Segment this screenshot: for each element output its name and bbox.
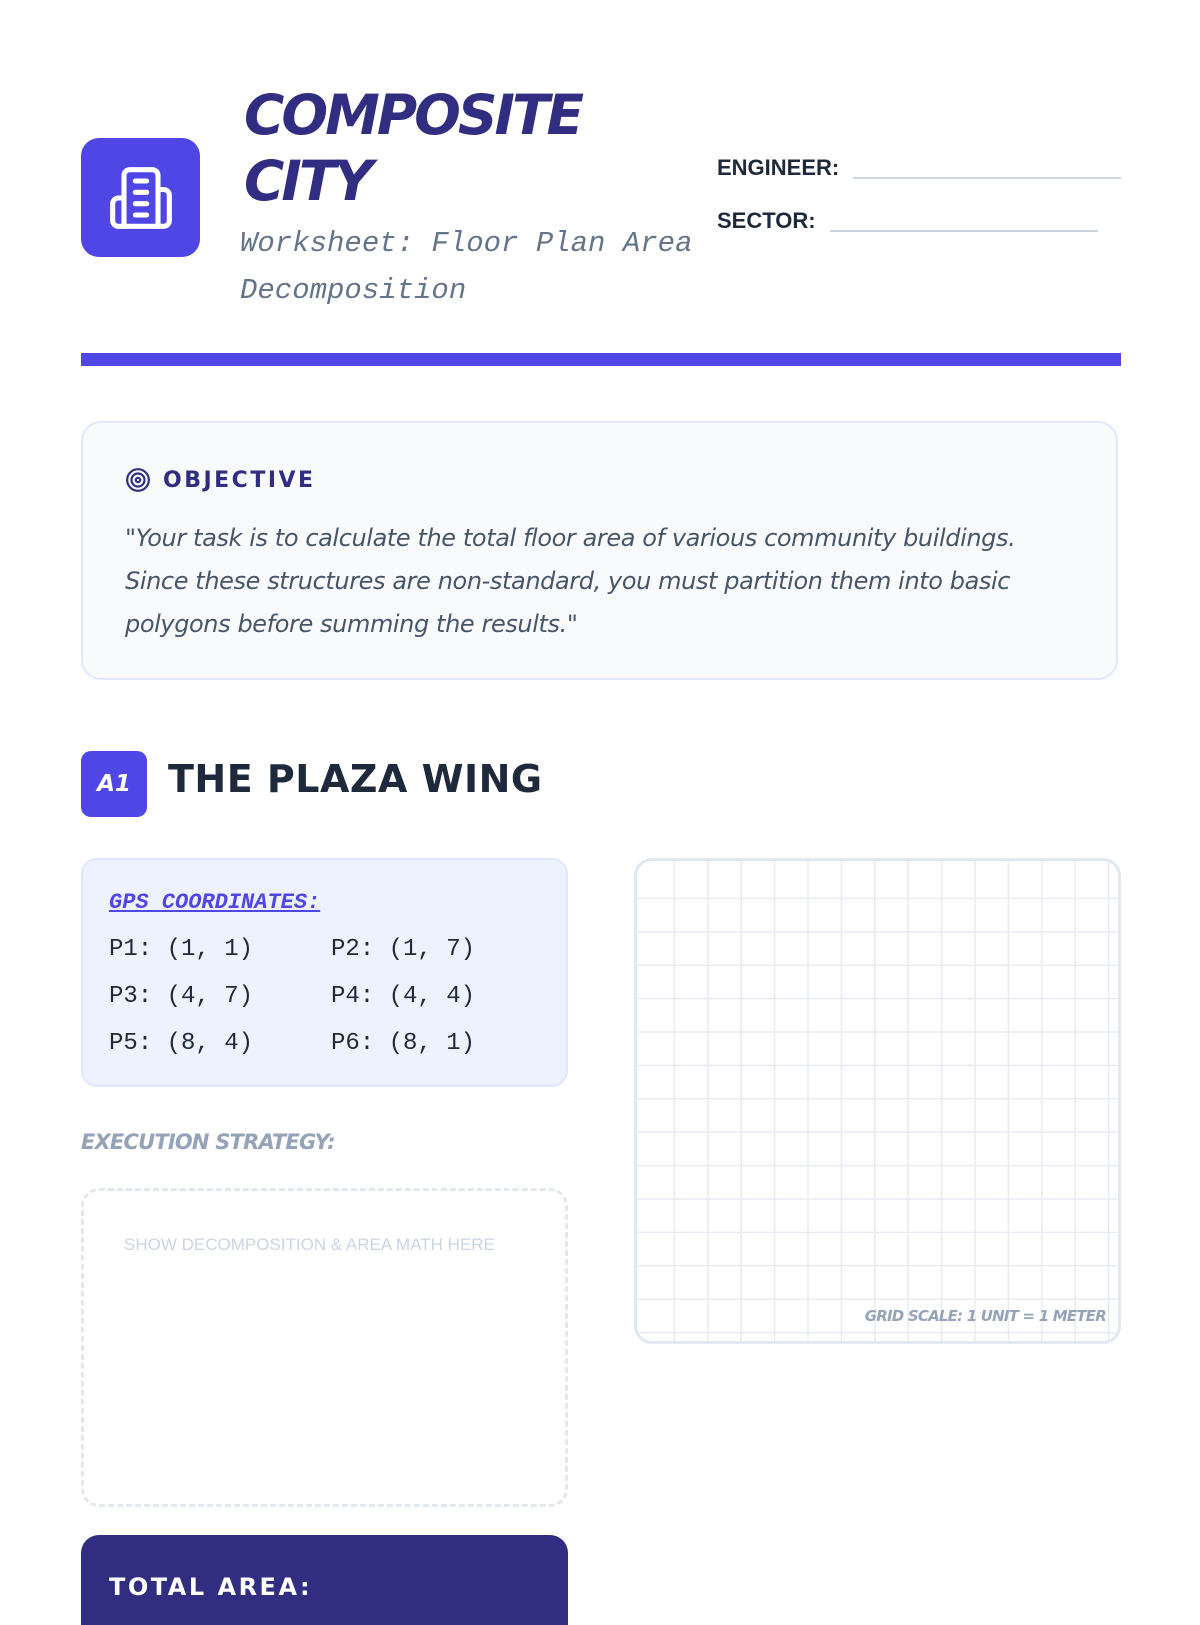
title-line-2: CITY (244, 149, 371, 213)
work-placeholder: SHOW DECOMPOSITION & AREA MATH HERE (124, 1235, 495, 1254)
point-p2: P2: (1, 7) (331, 936, 476, 963)
point-p5: P5: (8, 4) (109, 1030, 254, 1057)
objective-text: "Your task is to calculate the total floor area of various community buildings. Since these structures are non-standard, you must partition them into basic polygons before summing the results." (125, 524, 1016, 638)
point-p1: P1: (1, 1) (109, 936, 254, 963)
total-area-label: TOTAL AREA: (109, 1573, 313, 1601)
engineer-input-line[interactable] (853, 177, 1121, 179)
point-p4: P4: (4, 4) (331, 983, 476, 1010)
sector-input-line[interactable] (830, 230, 1098, 232)
engineer-field (717, 155, 1121, 181)
sector-field (717, 208, 1098, 234)
point-p3: P3: (4, 7) (109, 983, 254, 1010)
gps-title: GPS COORDINATES: (109, 890, 321, 915)
worksheet-subtitle: Worksheet: Floor Plan Area Decomposition (240, 227, 693, 307)
title-line-1: COMPOSITE (244, 83, 582, 147)
objective-label: OBJECTIVE (163, 467, 316, 493)
execution-strategy-label: EXECUTION STRATEGY: (81, 1130, 335, 1154)
header-divider (81, 353, 1121, 366)
work-area[interactable] (81, 1188, 568, 1507)
graph-grid (637, 861, 1121, 1344)
grid-scale-label: GRID SCALE: 1 UNIT = 1 METER (864, 1307, 1106, 1325)
section-badge: A1 (81, 751, 147, 817)
objective-header (125, 467, 316, 493)
point-p6: P6: (8, 1) (331, 1030, 476, 1057)
building-icon (107, 164, 175, 232)
objective-panel (81, 421, 1118, 680)
grid-panel[interactable] (634, 858, 1121, 1344)
section-title: THE PLAZA WING (168, 757, 543, 801)
page-title (244, 82, 684, 214)
engineer-label: ENGINEER: (717, 155, 840, 180)
target-icon (125, 467, 151, 493)
sector-label: SECTOR: (717, 208, 816, 233)
logo-badge (81, 138, 200, 257)
total-area-panel (81, 1535, 568, 1625)
gps-coordinates-panel (81, 858, 568, 1087)
